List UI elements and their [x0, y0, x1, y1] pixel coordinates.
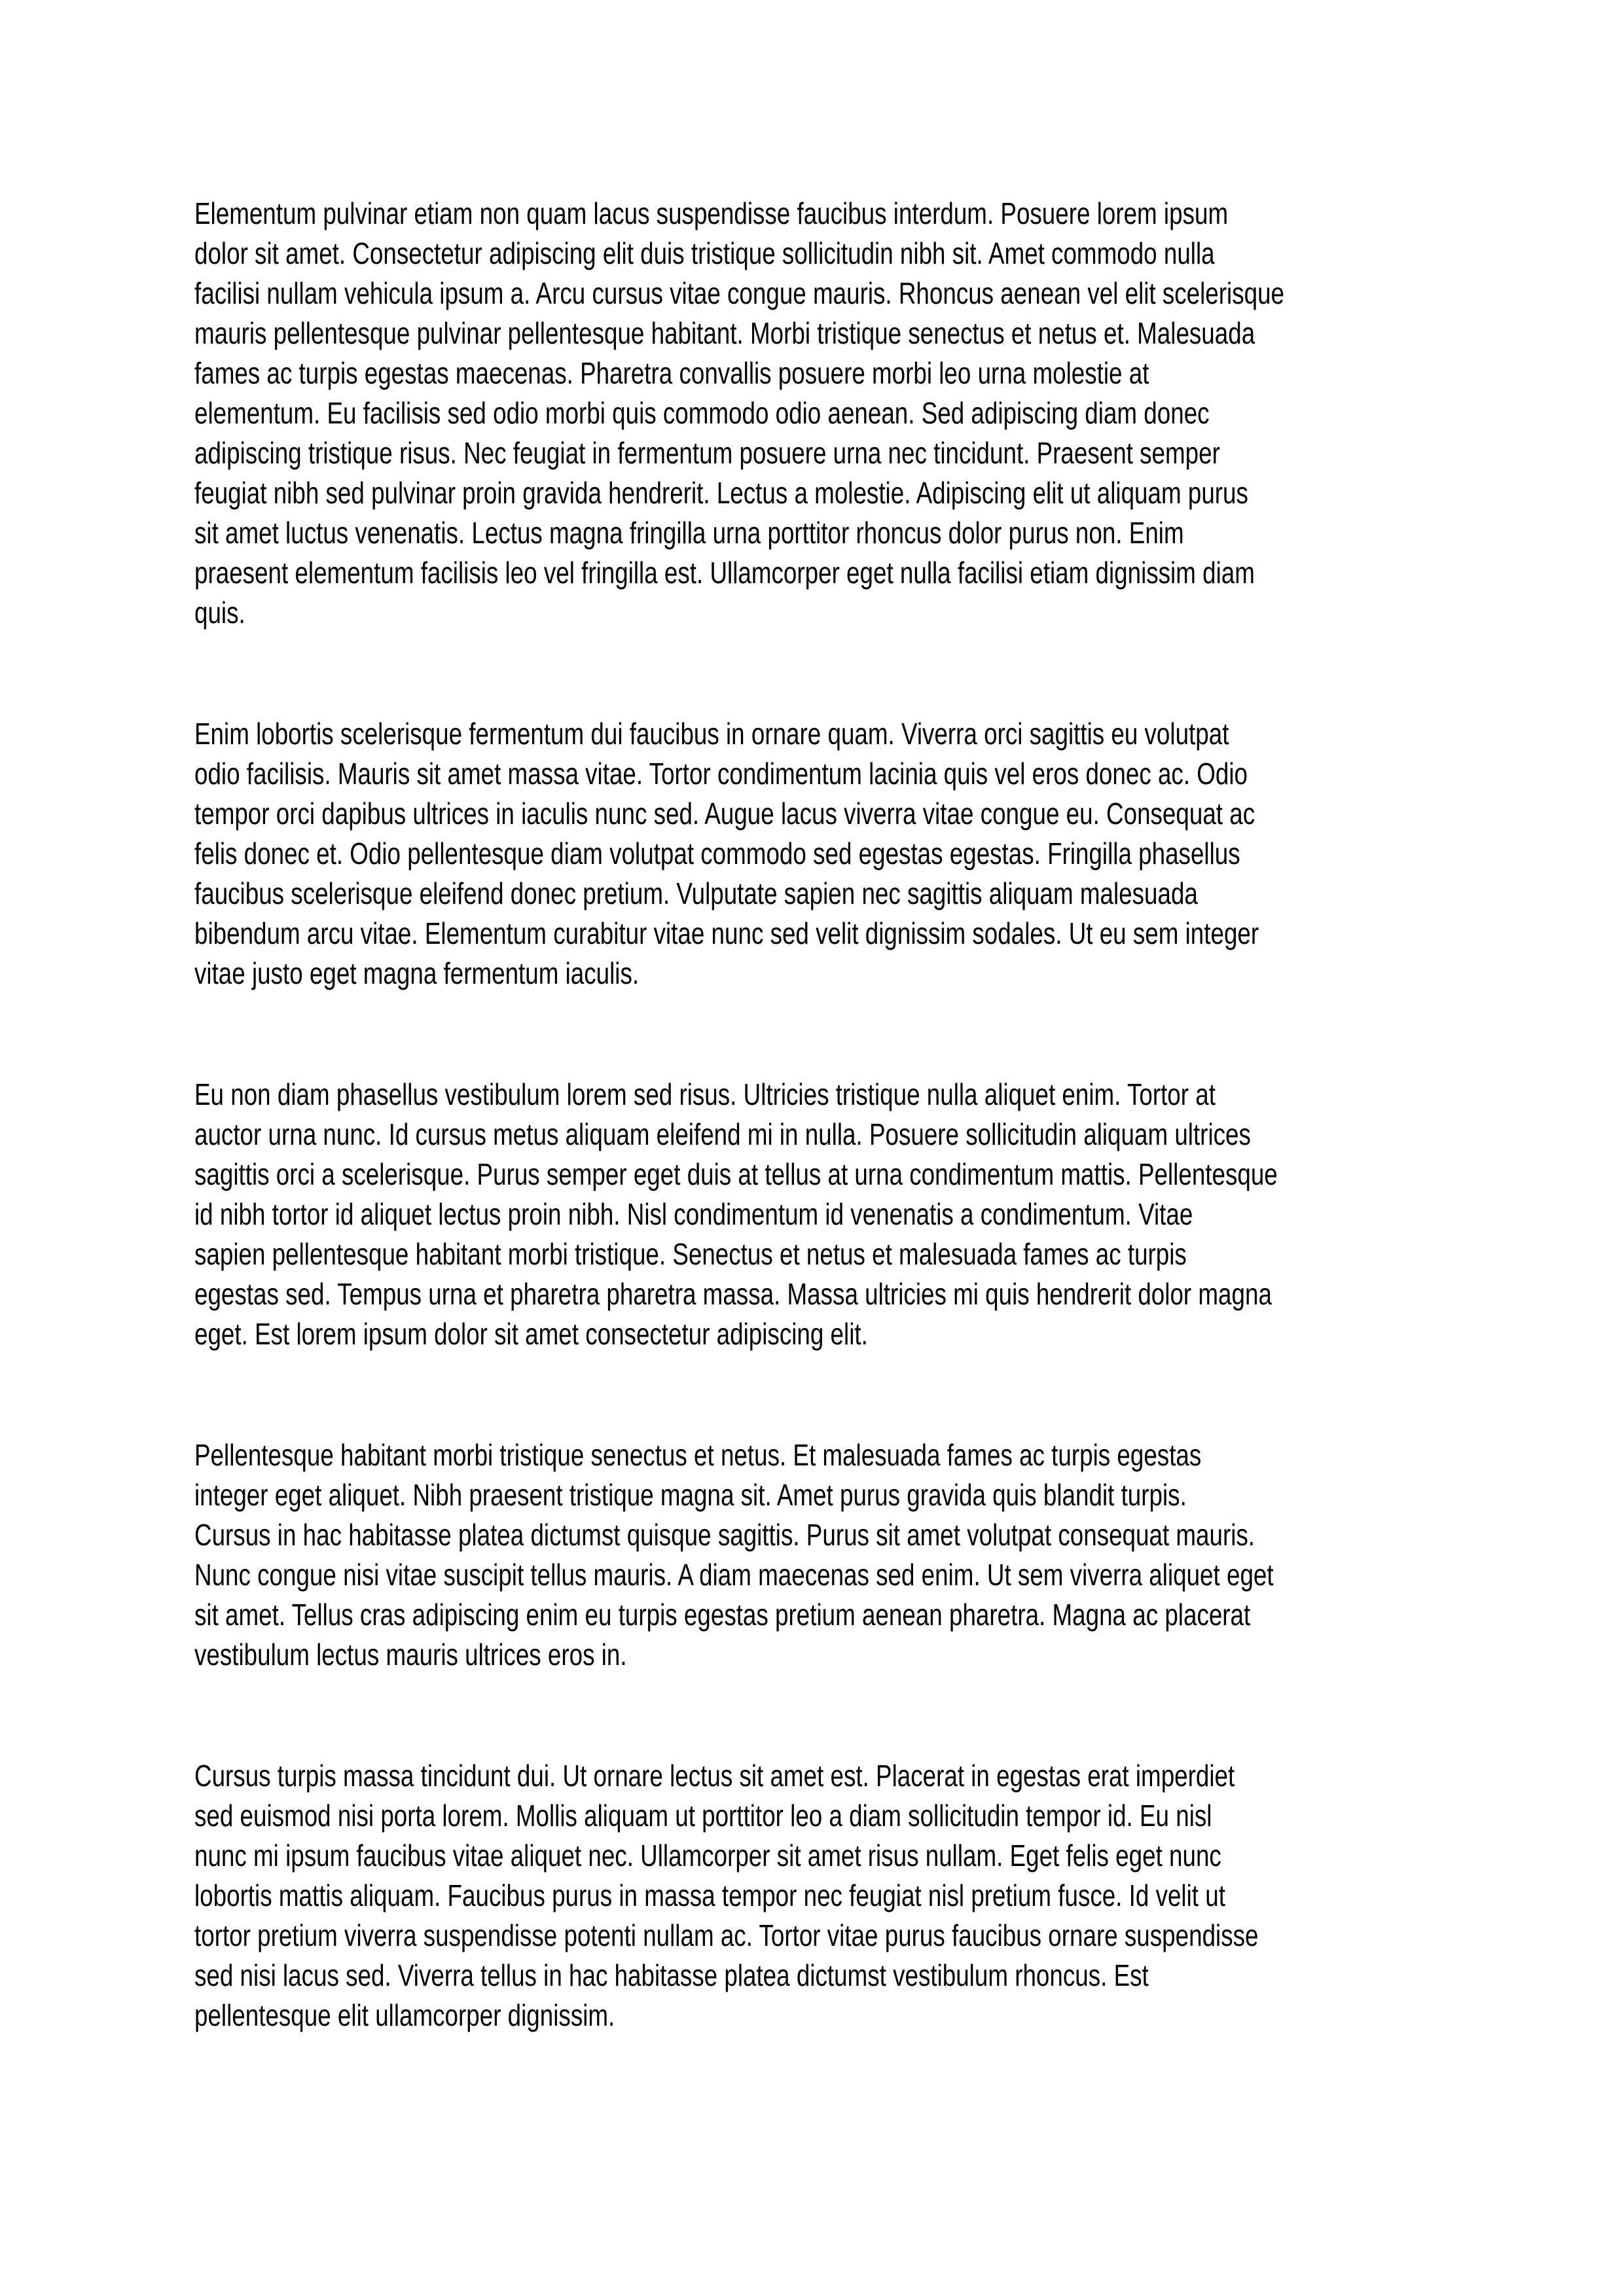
paragraph — [194, 1435, 1430, 1675]
text-line: adipiscing tristique risus. Nec feugiat in fermentum posuere urna nec tincidunt. Praesent semper — [194, 436, 1220, 470]
text-line: Pellentesque habitant morbi tristique senectus et netus. Et malesuada fames ac turpis egestas — [194, 1438, 1202, 1472]
text-line: pellentesque elit ullamcorper dignissim. — [194, 1998, 615, 2032]
text-line: fames ac turpis egestas maecenas. Pharetra convallis posuere morbi leo urna molestie at — [194, 356, 1149, 390]
text-line: sit amet luctus venenatis. Lectus magna fringilla urna porttitor rhoncus dolor purus non. Enim — [194, 516, 1184, 550]
text-line: odio facilisis. Mauris sit amet massa vitae. Tortor condimentum lacinia quis vel eros donec ac. Odio — [194, 757, 1248, 791]
text-line: id nibh tortor id aliquet lectus proin nibh. Nisl condimentum id venenatis a condimentum. Vitae — [194, 1197, 1193, 1231]
text-line: egestas sed. Tempus urna et pharetra pharetra massa. Massa ultricies mi quis hendrerit dolor magna — [194, 1277, 1272, 1311]
text-line: quis. — [194, 596, 245, 630]
text-line: praesent elementum facilisis leo vel fringilla est. Ullamcorper eget nulla facilisi etiam dignissim diam — [194, 556, 1255, 590]
text-line: mauris pellentesque pulvinar pellentesque habitant. Morbi tristique senectus et netus et. Malesuada — [194, 316, 1255, 350]
text-line: Cursus in hac habitasse platea dictumst quisque sagittis. Purus sit amet volutpat consequat mauris. — [194, 1518, 1255, 1552]
paragraph — [194, 194, 1430, 633]
text-line: elementum. Eu facilisis sed odio morbi quis commodo odio aenean. Sed adipiscing diam donec — [194, 396, 1210, 430]
paragraph — [194, 714, 1430, 994]
text-line: sagittis orci a scelerisque. Purus semper eget duis at tellus at urna condimentum mattis. Pellentesque — [194, 1157, 1278, 1191]
text-line: sapien pellentesque habitant morbi tristique. Senectus et netus et malesuada fames ac turpis — [194, 1237, 1187, 1271]
text-line: Elementum pulvinar etiam non quam lacus suspendisse faucibus interdum. Posuere lorem ipsum — [194, 196, 1229, 230]
paragraph — [194, 1075, 1430, 1354]
text-line: auctor urna nunc. Id cursus metus aliquam eleifend mi in nulla. Posuere sollicitudin aliquam ultrices — [194, 1117, 1251, 1151]
text-line: feugiat nibh sed pulvinar proin gravida hendrerit. Lectus a molestie. Adipiscing elit ut aliquam purus — [194, 476, 1248, 510]
text-line: sed nisi lacus sed. Viverra tellus in hac habitasse platea dictumst vestibulum rhoncus. Est — [194, 1958, 1149, 1992]
text-line: Cursus turpis massa tincidunt dui. Ut ornare lectus sit amet est. Placerat in egestas erat imperdiet — [194, 1759, 1235, 1793]
text-line: dolor sit amet. Consectetur adipiscing elit duis tristique sollicitudin nibh sit. Amet commodo nulla — [194, 236, 1215, 270]
text-line: lobortis mattis aliquam. Faucibus purus in massa tempor nec feugiat nisl pretium fusce. Id velit ut — [194, 1878, 1225, 1912]
text-line: integer eget aliquet. Nibh praesent tristique magna sit. Amet purus gravida quis blandit turpis. — [194, 1478, 1187, 1512]
text-line: sed euismod nisi porta lorem. Mollis aliquam ut porttitor leo a diam sollicitudin tempor id. Eu nisl — [194, 1799, 1212, 1833]
text-line: eget. Est lorem ipsum dolor sit amet consectetur adipiscing elit. — [194, 1317, 868, 1351]
text-line: bibendum arcu vitae. Elementum curabitur vitae nunc sed velit dignissim sodales. Ut eu sem integer — [194, 916, 1259, 950]
text-line: vestibulum lectus mauris ultrices eros in. — [194, 1638, 627, 1672]
text-line: tempor orci dapibus ultrices in iaculis nunc sed. Augue lacus viverra vitae congue eu. Consequat ac — [194, 797, 1255, 831]
text-line: tortor pretium viverra suspendisse potenti nullam ac. Tortor vitae purus faucibus ornare suspendisse — [194, 1918, 1259, 1952]
document-body — [194, 194, 1430, 2117]
text-line: nunc mi ipsum faucibus vitae aliquet nec. Ullamcorper sit amet risus nullam. Eget felis eget nunc — [194, 1839, 1221, 1873]
text-line: faucibus scelerisque eleifend donec pretium. Vulputate sapien nec sagittis aliquam malesuada — [194, 876, 1198, 910]
text-line: sit amet. Tellus cras adipiscing enim eu turpis egestas pretium aenean pharetra. Magna ac placerat — [194, 1598, 1251, 1632]
text-line: facilisi nullam vehicula ipsum a. Arcu cursus vitae congue mauris. Rhoncus aenean vel elit scelerisque — [194, 276, 1285, 310]
text-line: vitae justo eget magna fermentum iaculis. — [194, 956, 640, 990]
text-line: Enim lobortis scelerisque fermentum dui faucibus in ornare quam. Viverra orci sagittis eu volutpat — [194, 717, 1229, 751]
paragraph — [194, 1756, 1430, 2036]
text-line: felis donec et. Odio pellentesque diam volutpat commodo sed egestas egestas. Fringilla phasellus — [194, 836, 1240, 870]
text-line: Nunc congue nisi vitae suscipit tellus mauris. A diam maecenas sed enim. Ut sem viverra aliquet eget — [194, 1558, 1274, 1592]
text-line: Eu non diam phasellus vestibulum lorem sed risus. Ultricies tristique nulla aliquet enim. Tortor at — [194, 1077, 1216, 1111]
